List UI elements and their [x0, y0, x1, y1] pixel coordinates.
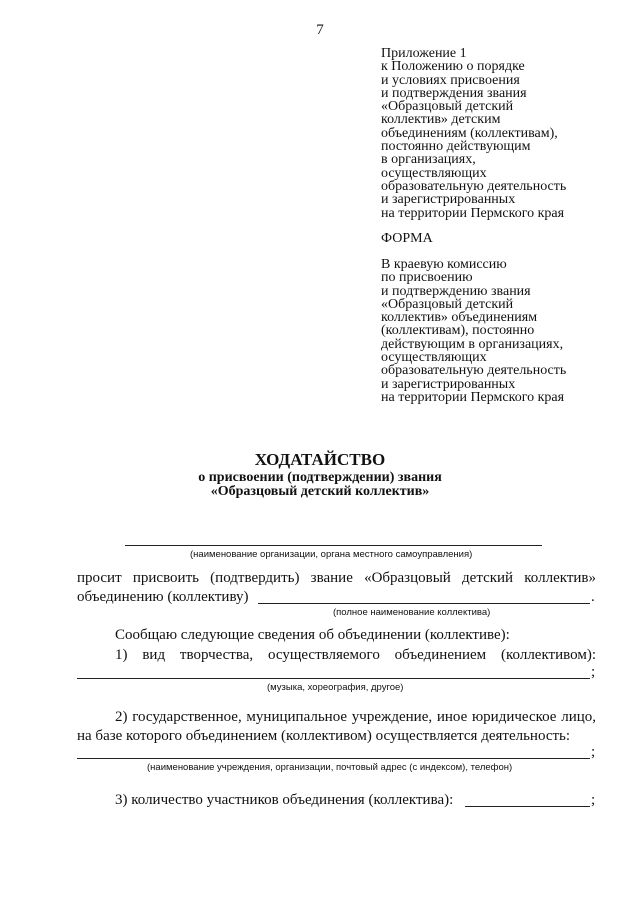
- org-name-field[interactable]: [125, 545, 542, 546]
- form-label: ФОРМА: [381, 231, 433, 246]
- institution-field[interactable]: [77, 758, 590, 759]
- participants-count-field[interactable]: [465, 806, 590, 807]
- item2-line-2: на базе которого объединением (коллективом) осуществляется деятельность:: [77, 728, 571, 744]
- item1-caption: (музыка, хореография, другое): [267, 682, 404, 693]
- addressee-line: (коллективам), постоянно: [381, 323, 535, 339]
- addressee-line: по присвоению: [381, 270, 473, 286]
- addressee-line: и подтверждению звания: [381, 283, 531, 299]
- appendix-line: «Образцовый детский: [381, 99, 514, 115]
- page-number: 7: [316, 22, 324, 38]
- appendix-line: образовательную деятельность: [381, 178, 567, 194]
- appendix-line: коллектив» детским: [381, 112, 501, 128]
- item2-caption: (наименование учреждения, организации, почтовый адрес (с индексом), телефон): [147, 762, 513, 773]
- association-prefix: объединению (коллективу): [77, 589, 249, 605]
- appendix-line: осуществляющих: [381, 165, 487, 181]
- appendix-line: и условиях присвоения: [381, 72, 520, 88]
- appendix-line: постоянно действующим: [381, 139, 531, 155]
- info-intro: Сообщаю следующие сведения об объединении (коллективе):: [115, 627, 510, 643]
- org-name-caption: (наименование организации, органа местного самоуправления): [190, 549, 473, 560]
- item1-line: 1) вид творчества, осуществляемого объединением (коллективом):: [115, 647, 596, 663]
- association-name-field[interactable]: [258, 603, 590, 604]
- association-name-caption: (полное наименование коллектива): [333, 607, 491, 618]
- appendix-line: объединениям (коллективам),: [381, 125, 558, 141]
- addressee-line: и зарегистрированных: [381, 376, 516, 392]
- request-line: просит присвоить (подтвердить) звание «Образцовый детский коллектив»: [77, 570, 596, 586]
- appendix-line: к Положению о порядке: [381, 59, 525, 75]
- appendix-line: и зарегистрированных: [381, 192, 516, 208]
- item3-line: 3) количество участников объединения (коллектива):: [115, 792, 454, 808]
- item1-semicolon: ;: [591, 664, 596, 680]
- addressee-line: образовательную деятельность: [381, 363, 567, 379]
- addressee-line: коллектив» объединениям: [381, 310, 538, 326]
- subtitle-line-1: о присвоении (подтверждении) звания: [198, 470, 442, 485]
- document-title: ХОДАТАЙСТВО: [254, 450, 386, 469]
- addressee-block: [381, 258, 566, 404]
- item3-semicolon: ;: [591, 792, 596, 808]
- document-subtitle: [0, 471, 640, 498]
- appendix-line: в организациях,: [381, 152, 476, 168]
- appendix-line: Приложение 1: [381, 46, 467, 61]
- appendix-header: [381, 47, 566, 220]
- addressee-line: В краевую комиссию: [381, 257, 507, 272]
- association-period: .: [591, 589, 595, 605]
- creativity-type-field[interactable]: [77, 678, 590, 679]
- item2-line-1: 2) государственное, муниципальное учреждение, иное юридическое лицо,: [115, 709, 596, 725]
- addressee-line: «Образцовый детский: [381, 296, 514, 312]
- addressee-line: на территории Пермского края: [381, 389, 565, 405]
- item2-semicolon: ;: [591, 744, 596, 760]
- appendix-line: и подтверждения звания: [381, 85, 527, 101]
- addressee-line: действующим в организациях,: [381, 336, 564, 352]
- subtitle-line-2: «Образцовый детский коллектив»: [210, 483, 430, 499]
- addressee-line: осуществляющих: [381, 350, 487, 366]
- appendix-line: на территории Пермского края: [381, 205, 565, 221]
